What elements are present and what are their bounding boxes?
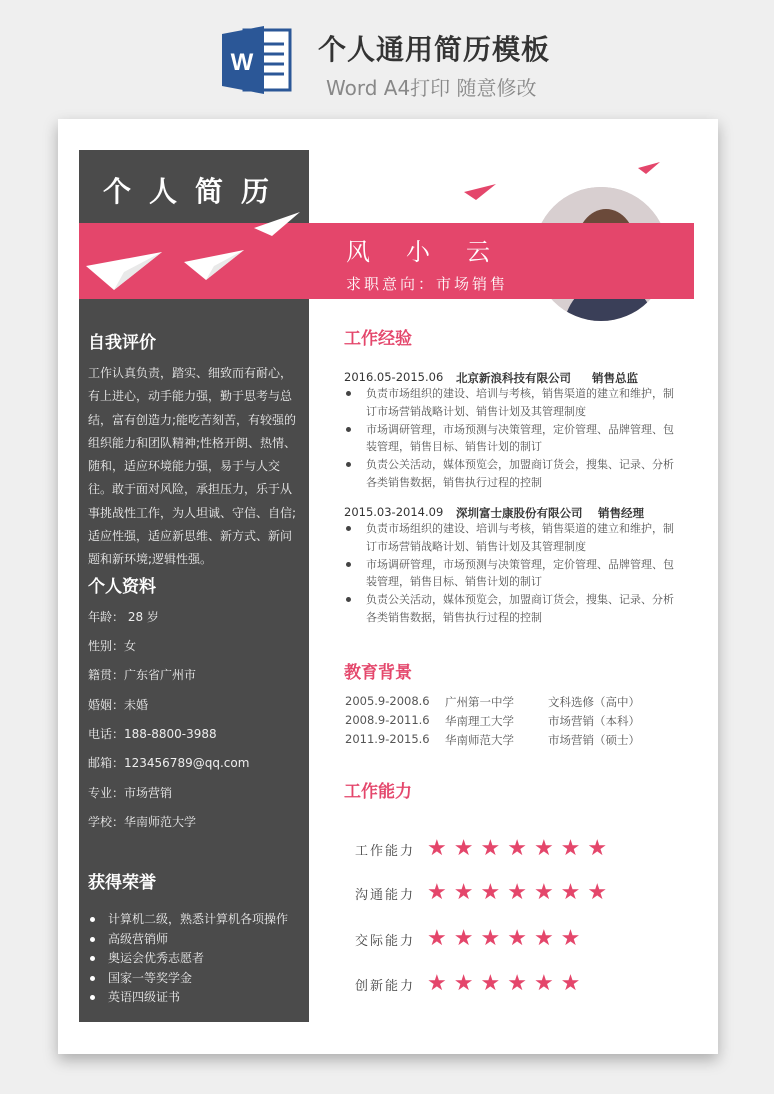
star-icon: ★ (453, 836, 481, 861)
profile-phone: 电话：188-8800-3988 (88, 727, 217, 741)
star-rating (427, 836, 614, 861)
star-icon: ★ (453, 926, 481, 951)
star-icon: ★ (533, 836, 561, 861)
star-icon: ★ (427, 836, 454, 861)
education-row (345, 694, 665, 712)
paper-plane-icon (636, 160, 662, 176)
list-item: 负责公关活动，媒体预览会，加盟商订货会，搜集、记录、分析各类销售数据，销售执行过程的控制 (344, 591, 676, 627)
self-eval-text: 工作认真负责，踏实、细致而有耐心，有上进心，动手能力强，勤于思考与总结，富有创造力;能吃苦刻苦，有较强的组织能力和团队精神;性格开朗、热情、随和，适应环境能力强，易于与人交往。敢于面对风险，承担压力，乐于从事挑战性工作，为人坦诚、守信、自信;适应性强，适应新思维、新方式、新问题和新环境;逻辑性强。 (88, 366, 297, 567)
edu-period: 2005.9-2008.6 (345, 694, 430, 708)
list-item: 英语四级证书 (88, 988, 288, 1008)
star-icon: ★ (480, 880, 508, 905)
star-icon: ★ (560, 926, 588, 951)
skill-label: 工作能力 (355, 844, 416, 859)
edu-school: 华南师范大学 (445, 733, 514, 747)
edu-major: 文科选修（高中） (548, 695, 640, 709)
star-icon: ★ (480, 926, 508, 951)
banner-subtitle: Word A4打印 随意修改 (326, 76, 537, 100)
star-icon: ★ (507, 880, 534, 905)
star-rating (427, 926, 587, 951)
list-item: 计算机二级，熟悉计算机各项操作 (88, 910, 288, 930)
list-item: 高级营销师 (88, 930, 288, 950)
resume-heading: 个人简历 (103, 175, 288, 208)
skill-label: 交际能力 (355, 934, 416, 949)
profile-major: 专业：市场营销 (88, 786, 173, 800)
paper-plane-icon (84, 208, 314, 294)
template-banner (0, 0, 774, 118)
star-icon: ★ (480, 971, 508, 996)
edu-period: 2008.9-2011.6 (345, 713, 430, 727)
list-item: 负责公关活动，媒体预览会，加盟商订货会，搜集、记录、分析各类销售数据，销售执行过程的控制 (344, 456, 676, 492)
job-position: 销售总监 (592, 371, 638, 385)
edu-major: 市场营销（本科） (548, 714, 640, 728)
star-icon: ★ (533, 926, 561, 951)
star-icon: ★ (507, 926, 534, 951)
star-icon: ★ (560, 836, 588, 861)
star-icon: ★ (587, 836, 615, 861)
star-icon: ★ (587, 880, 615, 905)
job-intent: 求职意向：市场销售 (346, 275, 509, 293)
star-icon: ★ (453, 880, 481, 905)
job-duties (344, 385, 676, 492)
list-item: 市场调研管理，市场预测与决策管理，定价管理、品牌管理、包装管理，销售目标、销售计划的制订 (344, 556, 676, 592)
star-rating (427, 971, 587, 996)
profile-school: 学校：华南师范大学 (88, 815, 197, 829)
star-rating (427, 880, 614, 905)
honors-list (88, 910, 288, 1008)
job-company: 北京新浪科技有限公司 (456, 371, 571, 385)
edu-major: 市场营销（硕士） (548, 733, 640, 747)
list-item: 奥运会优秀志愿者 (88, 949, 288, 969)
paper-plane-icon (462, 182, 498, 202)
svg-text:W: W (230, 49, 254, 76)
profile-hometown: 籍贯：广东省广州市 (88, 668, 197, 682)
skills-heading: 工作能力 (344, 782, 412, 802)
self-eval-heading: 自我评价 (88, 333, 156, 353)
star-icon: ★ (427, 971, 454, 996)
list-item: 负责市场组织的建设、培训与考核，销售渠道的建立和维护，制订市场营销战略计划、销售计划及其管理制度 (344, 520, 676, 556)
star-icon: ★ (560, 880, 588, 905)
job-company: 深圳富士康股份有限公司 (456, 506, 583, 520)
list-item: 市场调研管理，市场预测与决策管理，定价管理、品牌管理、包装管理，销售目标、销售计划的制订 (344, 421, 676, 457)
star-icon: ★ (560, 971, 588, 996)
profile-email: 邮箱：123456789@qq.com (88, 756, 250, 770)
star-icon: ★ (533, 971, 561, 996)
edu-school: 广州第一中学 (445, 695, 514, 709)
star-icon: ★ (427, 926, 454, 951)
education-row (345, 732, 665, 750)
job-duties (344, 520, 676, 627)
candidate-name: 风小云 (346, 238, 526, 266)
profile-heading: 个人资料 (88, 577, 156, 597)
edu-period: 2011.9-2015.6 (345, 732, 430, 746)
skill-label: 创新能力 (355, 979, 416, 994)
job-period: 2015.03-2014.09 (344, 505, 444, 519)
star-icon: ★ (507, 971, 534, 996)
star-icon: ★ (533, 880, 561, 905)
star-icon: ★ (453, 971, 481, 996)
star-icon: ★ (507, 836, 534, 861)
honors-heading: 获得荣誉 (88, 873, 156, 893)
banner-title: 个人通用简历模板 (318, 33, 551, 66)
profile-marital: 婚姻：未婚 (88, 698, 149, 712)
list-item: 负责市场组织的建设、培训与考核，销售渠道的建立和维护，制订市场营销战略计划、销售计划及其管理制度 (344, 385, 676, 421)
education-heading: 教育背景 (344, 663, 412, 683)
star-icon: ★ (480, 836, 508, 861)
experience-heading: 工作经验 (344, 329, 412, 349)
skill-label: 沟通能力 (355, 888, 416, 903)
job-position: 销售经理 (598, 506, 644, 520)
job-period: 2016.05-2015.06 (344, 370, 444, 384)
list-item: 国家一等奖学金 (88, 969, 288, 989)
profile-gender: 性别：女 (88, 639, 137, 653)
word-icon (222, 24, 294, 96)
edu-school: 华南理工大学 (445, 714, 514, 728)
star-icon: ★ (427, 880, 454, 905)
education-row (345, 713, 665, 731)
profile-age: 年龄： 28 岁 (88, 610, 159, 624)
